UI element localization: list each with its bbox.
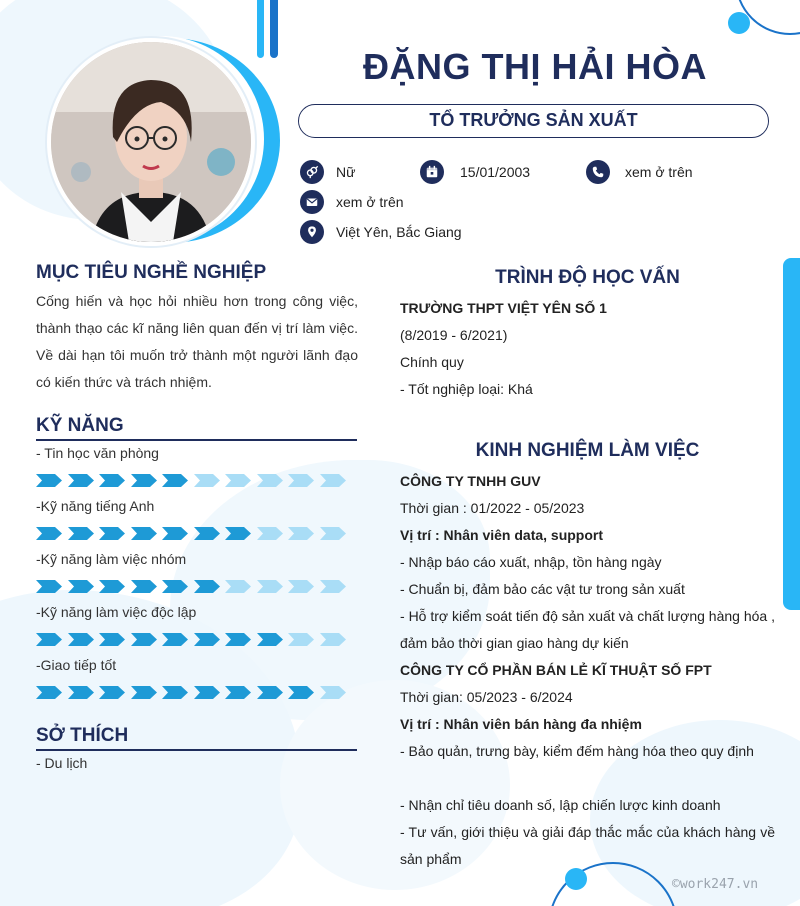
contact-address bbox=[300, 220, 462, 244]
skill-chevron-filled bbox=[131, 474, 157, 487]
job-duty: - Hỗ trợ kiểm soát tiến độ sản xuất và chất lượng hàng hóa , đảm bảo thời gian giao hàng dự kiến bbox=[400, 608, 775, 651]
skill-chevron-filled bbox=[131, 580, 157, 593]
hobbies-heading: SỞ THÍCH bbox=[36, 725, 129, 746]
skill-chevron-filled bbox=[225, 633, 251, 646]
skill-chevron-filled bbox=[194, 580, 220, 593]
skill-chevron-filled bbox=[99, 580, 125, 593]
skill-chevron-empty bbox=[288, 633, 314, 646]
decor-side-bar bbox=[783, 258, 800, 610]
contact-birthday-value: 15/01/2003 bbox=[460, 164, 531, 180]
skill-rating bbox=[36, 686, 351, 699]
skill-chevron-filled bbox=[68, 633, 94, 646]
job-title: TỔ TRƯỞNG SẢN XUẤT bbox=[298, 104, 769, 138]
skill-chevron-filled bbox=[68, 580, 94, 593]
mail-icon bbox=[300, 190, 324, 214]
skill-chevron-filled bbox=[194, 633, 220, 646]
skill-chevron-filled bbox=[162, 527, 188, 540]
skill-chevron-filled bbox=[99, 686, 125, 699]
skill-rating bbox=[36, 633, 351, 646]
skill-chevron-empty bbox=[288, 527, 314, 540]
skill-chevron-filled bbox=[36, 527, 62, 540]
skill-chevron-filled bbox=[162, 686, 188, 699]
skill-rating bbox=[36, 527, 351, 540]
contact-gender bbox=[300, 160, 355, 184]
skill-chevron-empty bbox=[288, 580, 314, 593]
skill-rating bbox=[36, 474, 351, 487]
gender-icon bbox=[300, 160, 324, 184]
skill-label: -Kỹ năng làm việc độc lập bbox=[36, 604, 197, 620]
job-position: Vị trí : Nhân viên bán hàng đa nhiệm bbox=[400, 716, 642, 732]
skill-chevron-empty bbox=[194, 474, 220, 487]
phone-icon bbox=[586, 160, 610, 184]
calendar-icon bbox=[420, 160, 444, 184]
skill-chevron-empty bbox=[225, 580, 251, 593]
education-result: - Tốt nghiệp loại: Khá bbox=[400, 381, 533, 397]
job-duty: - Bảo quản, trưng bày, kiểm đếm hàng hóa theo quy định bbox=[400, 743, 754, 759]
job-company: CÔNG TY TNHH GUV bbox=[400, 473, 541, 489]
skill-chevron-empty bbox=[320, 580, 346, 593]
job-duty: - Tư vấn, giới thiệu và giải đáp thắc mắc của khách hàng về sản phẩm bbox=[400, 824, 775, 867]
education-school: TRƯỜNG THPT VIỆT YÊN SỐ 1 bbox=[400, 300, 607, 316]
skill-chevron-filled bbox=[131, 527, 157, 540]
skill-chevron-empty bbox=[257, 474, 283, 487]
skill-chevron-filled bbox=[99, 527, 125, 540]
skill-chevron-empty bbox=[257, 527, 283, 540]
skill-chevron-filled bbox=[162, 633, 188, 646]
skill-chevron-filled bbox=[225, 686, 251, 699]
skill-chevron-filled bbox=[36, 686, 62, 699]
skill-rating bbox=[36, 580, 351, 593]
skill-chevron-filled bbox=[288, 686, 314, 699]
job-company: CÔNG TY CỔ PHẦN BÁN LẺ KĨ THUẬT SỐ FPT bbox=[400, 662, 712, 678]
skill-label: -Kỹ năng làm việc nhóm bbox=[36, 551, 187, 567]
skill-chevron-empty bbox=[288, 474, 314, 487]
avatar-illustration bbox=[51, 42, 251, 242]
skill-chevron-filled bbox=[162, 474, 188, 487]
education-heading: TRÌNH ĐỘ HỌC VẤN bbox=[495, 267, 680, 288]
skill-chevron-filled bbox=[68, 474, 94, 487]
skill-chevron-filled bbox=[194, 686, 220, 699]
skill-chevron-filled bbox=[99, 633, 125, 646]
skill-label: - Tin học văn phòng bbox=[36, 445, 159, 461]
decor-bar-dark bbox=[270, 0, 278, 58]
skills-underline bbox=[36, 439, 357, 441]
skill-chevron-filled bbox=[257, 633, 283, 646]
job-duty: - Nhập báo cáo xuất, nhập, tồn hàng ngày bbox=[400, 554, 662, 570]
contact-phone-value: xem ở trên bbox=[625, 164, 693, 180]
skill-chevron-filled bbox=[225, 527, 251, 540]
skill-chevron-filled bbox=[194, 527, 220, 540]
job-time: Thời gian : 01/2022 - 05/2023 bbox=[400, 500, 585, 516]
hobby-item: - Du lịch bbox=[36, 755, 88, 771]
contact-phone bbox=[586, 160, 693, 184]
objective-heading: MỤC TIÊU NGHỀ NGHIỆP bbox=[36, 262, 267, 283]
skill-chevron-empty bbox=[320, 686, 346, 699]
skill-label: -Kỹ năng tiếng Anh bbox=[36, 498, 155, 514]
skill-chevron-empty bbox=[320, 527, 346, 540]
job-duty: - Chuẩn bị, đảm bảo các vật tư trong sản xuất bbox=[400, 581, 685, 597]
location-icon bbox=[300, 220, 324, 244]
job-position: Vị trí : Nhân viên data, support bbox=[400, 527, 604, 543]
skill-chevron-filled bbox=[36, 580, 62, 593]
skill-chevron-filled bbox=[36, 633, 62, 646]
skill-chevron-filled bbox=[257, 686, 283, 699]
avatar-photo bbox=[47, 38, 255, 246]
skill-chevron-filled bbox=[162, 580, 188, 593]
decor-dot-top-right bbox=[728, 12, 750, 34]
job-time: Thời gian: 05/2023 - 6/2024 bbox=[400, 689, 573, 705]
hobbies-underline bbox=[36, 749, 357, 751]
experience-heading: KINH NGHIỆM LÀM VIỆC bbox=[475, 440, 700, 461]
skill-chevron-filled bbox=[131, 686, 157, 699]
watermark: ©work247.vn bbox=[672, 877, 759, 892]
objective-text: Cống hiến và học hỏi nhiều hơn trong công việc, thành thạo các kĩ năng liên quan đến vị trí làm việc. Về dài hạn tôi muốn trở thành một người lãnh đạo có kiến thức và trách nhiệm. bbox=[36, 293, 358, 390]
skill-chevron-empty bbox=[320, 633, 346, 646]
skill-chevron-empty bbox=[257, 580, 283, 593]
skill-chevron-filled bbox=[36, 474, 62, 487]
contact-birthday bbox=[420, 160, 530, 184]
skill-chevron-filled bbox=[131, 633, 157, 646]
contact-email bbox=[300, 190, 404, 214]
skill-chevron-empty bbox=[320, 474, 346, 487]
contact-address-value: Việt Yên, Bắc Giang bbox=[336, 224, 462, 240]
skills-heading: KỸ NĂNG bbox=[36, 415, 124, 436]
contact-gender-value: Nữ bbox=[336, 164, 356, 180]
skill-chevron-filled bbox=[99, 474, 125, 487]
skill-chevron-filled bbox=[68, 527, 94, 540]
candidate-name: ĐẶNG THỊ HẢI HÒA bbox=[363, 46, 707, 87]
decor-bar-light bbox=[257, 0, 264, 58]
contact-email-value: xem ở trên bbox=[336, 194, 404, 210]
skill-chevron-empty bbox=[225, 474, 251, 487]
education-type: Chính quy bbox=[400, 354, 464, 370]
education-period: (8/2019 - 6/2021) bbox=[400, 327, 508, 343]
skill-label: -Giao tiếp tốt bbox=[36, 657, 117, 673]
job-duty: - Nhận chỉ tiêu doanh số, lập chiến lược kinh doanh bbox=[400, 797, 721, 813]
skill-chevron-filled bbox=[68, 686, 94, 699]
